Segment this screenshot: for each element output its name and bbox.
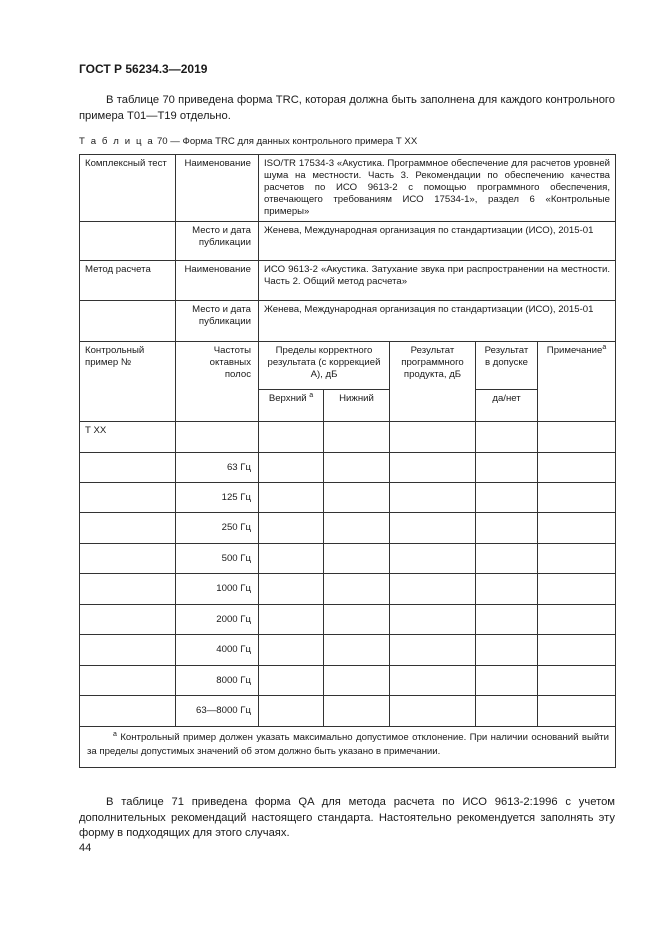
table-row — [80, 696, 616, 727]
limits-header: Пределы корректного результата (с коррекцией А), дБ — [259, 342, 390, 390]
empty-cell — [476, 422, 538, 453]
remark-header — [538, 342, 616, 422]
result-header: Результат программного продукта, дБ — [390, 342, 476, 422]
footnote-text: Контрольный пример должен указать максимально допустимое отклонение. При наличии оснований выйти за пределы допустимых значений об этом должно быть указано в примечании. — [87, 732, 610, 757]
empty-cell — [538, 513, 616, 544]
remark-header-text: Примечание — [546, 345, 603, 356]
empty-cell — [538, 453, 616, 483]
empty-cell — [259, 544, 324, 574]
empty-cell — [259, 453, 324, 483]
table-row — [80, 666, 616, 696]
empty-cell — [476, 635, 538, 666]
frequency-cell: 125 Гц — [176, 483, 259, 513]
empty-cell — [538, 666, 616, 696]
method-name-value: ИСО 9613-2 «Акустика. Затухание звука при распространении на местности. Часть 2. Общий метод расчета» — [259, 261, 616, 301]
empty-cell — [476, 696, 538, 727]
complex-test-name-label: Наименование — [176, 155, 259, 222]
frequency-cell: 63 Гц — [176, 453, 259, 483]
empty-cell — [324, 422, 390, 453]
empty-cell — [390, 422, 476, 453]
empty-cell — [538, 635, 616, 666]
empty-cell — [259, 696, 324, 727]
table-row — [80, 513, 616, 544]
empty-cell — [390, 453, 476, 483]
empty-cell — [538, 696, 616, 727]
empty-cell — [80, 544, 176, 574]
empty-cell — [80, 513, 176, 544]
table-row — [80, 635, 616, 666]
example-number-header: Контрольный пример № — [80, 342, 176, 422]
intro-paragraph: В таблице 70 приведена форма TRC, которая должна быть заполнена для каждого контрольного примера T01—T19 отдельно. — [79, 94, 615, 122]
empty-cell — [390, 574, 476, 605]
empty-cell — [390, 513, 476, 544]
page-number: 44 — [79, 842, 92, 854]
method-publication-label: Место и дата публикации — [176, 301, 259, 342]
empty-cell — [390, 696, 476, 727]
table-caption-prefix: Т а б л и ц а — [79, 136, 155, 147]
empty-cell — [324, 513, 390, 544]
empty-cell — [80, 453, 176, 483]
method-label: Метод расчета — [80, 261, 176, 301]
empty-cell — [80, 483, 176, 513]
frequency-cell: 4000 Гц — [176, 635, 259, 666]
complex-test-name-value: ISO/TR 17534-3 «Акустика. Программное обеспечение для расчетов уровней шума на местности. Часть 3. Рекомендации по обеспечению качества расчетов по ИСО 9613-2 с помощью программного обеспечения, отвечающего требованиям ИСО 17534-1», раздел 6 «Контрольные примеры» — [259, 155, 616, 222]
empty-cell — [390, 605, 476, 635]
document-header: ГОСТ Р 56234.3—2019 — [79, 62, 208, 76]
empty-cell — [476, 513, 538, 544]
frequency-cell: 250 Гц — [176, 513, 259, 544]
table-footnote — [80, 727, 616, 768]
empty-cell — [80, 574, 176, 605]
footnote-mark: а — [113, 730, 117, 738]
empty-cell — [324, 696, 390, 727]
tolerance-header: Результат в допуске — [476, 342, 538, 390]
empty-cell — [176, 422, 259, 453]
empty-cell — [324, 453, 390, 483]
empty-cell — [259, 605, 324, 635]
empty-cell — [538, 605, 616, 635]
empty-cell — [259, 666, 324, 696]
frequency-header: Частоты октавных полос — [176, 342, 259, 422]
empty-cell — [538, 574, 616, 605]
empty-cell — [324, 635, 390, 666]
empty-cell — [80, 635, 176, 666]
remark-footnote-mark: а — [602, 343, 607, 351]
empty-cell — [80, 696, 176, 727]
empty-cell — [538, 422, 616, 453]
empty-cell — [476, 483, 538, 513]
empty-cell — [259, 422, 324, 453]
complex-test-label: Комплексный тест — [80, 155, 176, 222]
empty-cell — [324, 483, 390, 513]
publication-value: Женева, Международная организация по стандартизации (ИСО), 2015-01 — [259, 222, 616, 261]
empty-cell — [324, 544, 390, 574]
lower-limit-header: Нижний — [324, 390, 390, 422]
empty-cell — [390, 483, 476, 513]
empty-cell — [390, 666, 476, 696]
empty-cell — [538, 483, 616, 513]
empty-cell — [324, 605, 390, 635]
table-row — [80, 574, 616, 605]
yes-no-header: да/нет — [476, 390, 538, 422]
table-row — [80, 453, 616, 483]
empty-cell — [259, 635, 324, 666]
method-publication-value: Женева, Международная организация по стандартизации (ИСО), 2015-01 — [259, 301, 616, 342]
empty-cell — [476, 544, 538, 574]
empty-cell — [80, 666, 176, 696]
empty-cell — [390, 635, 476, 666]
table-caption-text: 70 — Форма TRC для данных контрольного примера Т ХХ — [156, 136, 418, 147]
upper-limit-text: Верхний — [268, 393, 307, 404]
frequency-cell: 8000 Гц — [176, 666, 259, 696]
empty-cell — [476, 605, 538, 635]
frequency-cell: 63—8000 Гц — [176, 696, 259, 727]
frequency-cell: 2000 Гц — [176, 605, 259, 635]
empty-cell — [80, 301, 176, 342]
upper-footnote-mark: а — [309, 391, 314, 399]
table-row — [80, 605, 616, 635]
empty-cell — [476, 453, 538, 483]
empty-cell — [259, 513, 324, 544]
frequency-cell: 1000 Гц — [176, 574, 259, 605]
example-id-cell: Т ХХ — [80, 422, 176, 453]
empty-cell — [476, 574, 538, 605]
empty-cell — [80, 605, 176, 635]
frequency-cell: 500 Гц — [176, 544, 259, 574]
table-caption — [79, 136, 417, 147]
publication-label: Место и дата публикации — [176, 222, 259, 261]
method-name-label: Наименование — [176, 261, 259, 301]
empty-cell — [259, 574, 324, 605]
empty-cell — [80, 222, 176, 261]
table-row — [80, 483, 616, 513]
empty-cell — [476, 666, 538, 696]
trc-form-table — [79, 154, 616, 768]
empty-cell — [324, 574, 390, 605]
empty-cell — [259, 483, 324, 513]
empty-cell — [538, 544, 616, 574]
table-row — [80, 544, 616, 574]
closing-paragraph: В таблице 71 приведена форма QA для метода расчета по ИСО 9613-2:1996 с учетом дополнительных рекомендаций настоящего стандарта. Настоятельно рекомендуется заполнять эту форму в подходящих для этого случаях. — [79, 796, 615, 839]
upper-limit-header — [259, 390, 324, 422]
empty-cell — [324, 666, 390, 696]
empty-cell — [390, 544, 476, 574]
